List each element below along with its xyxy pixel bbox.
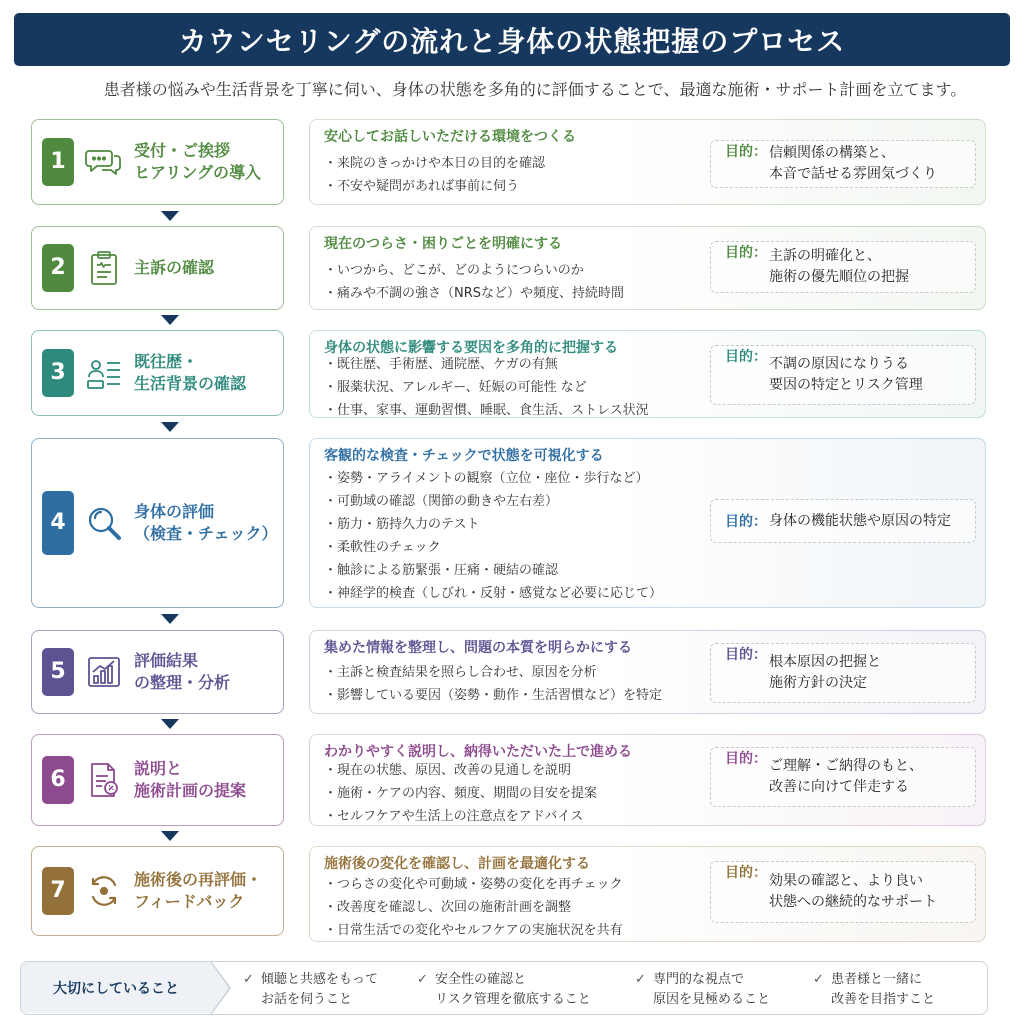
detail-heading: わかりやすく説明し、納得いただいた上で進める xyxy=(324,744,632,760)
purpose-label: 目的： xyxy=(725,514,767,530)
step-title: 受付・ご挨拶 ヒアリングの導入 xyxy=(134,140,262,182)
bullet-item: ・ 仕事、家事、運動習慣、睡眠、食生活、ストレス状況 xyxy=(324,399,649,422)
page-title: カウンセリングの流れと身体の状態把握のプロセス xyxy=(178,24,846,58)
purpose-label: 目的： xyxy=(725,865,767,881)
magnifier-icon xyxy=(84,503,124,543)
flow-arrow-down-icon xyxy=(161,211,179,221)
step-title: 主訴の確認 xyxy=(134,257,215,277)
check-icon: ✓ xyxy=(243,972,254,987)
bullet-item: ・ 服薬状況、アレルギー、妊娠の可能性 など xyxy=(324,376,649,399)
step-title: 評価結果 の整理・分析 xyxy=(134,650,231,692)
footer-value-text: 安全性の確認と リスク管理を徹底すること xyxy=(435,972,591,1007)
step-card-3 xyxy=(31,330,284,416)
step-detail-1 xyxy=(309,119,986,205)
document-pen-icon xyxy=(84,760,124,800)
purpose-box xyxy=(710,643,976,703)
bar-chart-icon xyxy=(84,652,124,692)
detail-heading: 身体の状態に影響する要因を多角的に把握する xyxy=(324,340,618,356)
footer-value-item xyxy=(635,970,770,1010)
bullet-item: ・ 触診による筋緊張・圧痛・硬結の確認 xyxy=(324,559,662,582)
bullet-item: ・ 柔軟性のチェック xyxy=(324,536,662,559)
purpose-text: 不調の原因になりうる 要因の特定とリスク管理 xyxy=(769,356,923,393)
check-icon: ✓ xyxy=(635,972,646,987)
detail-heading: 現在のつらさ・困りごとを明確にする xyxy=(324,236,562,252)
bullet-item: ・ 日常生活での変化やセルフケアの実施状況を共有 xyxy=(324,919,623,942)
bullet-item: ・ セルフケアや生活上の注意点をアドバイス xyxy=(324,805,597,828)
purpose-box xyxy=(710,241,976,293)
purpose-text: 効果の確認と、より良い 状態への継続的なサポート xyxy=(769,873,937,910)
purpose-label: 目的： xyxy=(725,647,767,663)
purpose-box xyxy=(710,861,976,923)
step-card-6 xyxy=(31,734,284,826)
purpose-label: 目的： xyxy=(725,751,767,767)
detail-bullets xyxy=(324,873,623,942)
step-number-badge: 4 xyxy=(42,491,74,555)
step-card-4 xyxy=(31,438,284,608)
footer-value-item xyxy=(417,970,591,1010)
purpose-text: 信頼関係の構築と、 本音で話せる雰囲気づくり xyxy=(769,145,937,182)
profile-list-icon xyxy=(84,353,124,393)
step-number-badge: 5 xyxy=(42,648,74,696)
footer-label: 大切にしていること xyxy=(21,962,211,1013)
detail-bullets xyxy=(324,152,545,198)
step-detail-3 xyxy=(309,330,986,418)
step-title: 施術後の再評価・ フィードバック xyxy=(134,869,263,911)
flow-arrow-down-icon xyxy=(161,719,179,729)
detail-heading: 集めた情報を整理し、問題の本質を明らかにする xyxy=(324,640,632,656)
step-title: 既往歴・ 生活背景の確認 xyxy=(134,351,247,393)
purpose-label: 目的： xyxy=(725,349,767,365)
step-detail-7 xyxy=(309,846,986,942)
step-title: 説明と 施術計画の提案 xyxy=(134,758,247,800)
bullet-item: ・ 筋力・筋持久力のテスト xyxy=(324,513,662,536)
check-icon: ✓ xyxy=(813,972,824,987)
footer-value-text: 傾聴と共感をもって お話を伺うこと xyxy=(261,972,379,1007)
clipboard-icon xyxy=(84,248,124,288)
purpose-label: 目的： xyxy=(725,144,767,160)
bullet-item: ・ 神経学的検査（しびれ・反射・感覚など必要に応じて） xyxy=(324,582,662,605)
step-number-badge: 1 xyxy=(42,138,74,186)
purpose-text: 根本原因の把握と 施術方針の決定 xyxy=(769,654,881,691)
detail-bullets xyxy=(324,259,624,305)
flow-arrow-down-icon xyxy=(161,315,179,325)
flow-arrow-down-icon xyxy=(161,422,179,432)
flow-arrow-down-icon xyxy=(161,614,179,624)
step-detail-2 xyxy=(309,226,986,310)
step-number-badge: 7 xyxy=(42,867,74,915)
step-title: 身体の評価 （検査・チェック） xyxy=(134,501,278,543)
bullet-item: ・ つらさの変化や可動域・姿勢の変化を再チェック xyxy=(324,873,623,896)
detail-heading: 施術後の変化を確認し、計画を最適化する xyxy=(324,856,590,872)
purpose-text: 身体の機能状態や原因の特定 xyxy=(769,512,951,529)
bullet-item: ・ いつから、どこが、どのようにつらいのか xyxy=(324,259,624,282)
step-card-1 xyxy=(31,119,284,205)
page-subtitle: 患者様の悩みや生活背景を丁寧に伺い、身体の状態を多角的に評価することで、最適な施術・サポート計画を立てます。 xyxy=(103,80,967,99)
bullet-item: ・ 既往歴、手術歴、通院歴、ケガの有無 xyxy=(324,353,649,376)
detail-heading: 客観的な検査・チェックで状態を可視化する xyxy=(324,448,604,464)
purpose-box xyxy=(710,345,976,405)
bullet-item: ・ 来院のきっかけや本日の目的を確認 xyxy=(324,152,545,175)
detail-bullets xyxy=(324,661,662,707)
bullet-item: ・ 可動域の確認（関節の動きや左右差） xyxy=(324,490,662,513)
bullet-item: ・ 痛みや不調の強さ（NRSなど）や頻度、持続時間 xyxy=(324,282,624,305)
step-card-2 xyxy=(31,226,284,310)
footer-value-text: 患者様と一緒に 改善を目指すこと xyxy=(831,972,936,1007)
purpose-text: ご理解・ご納得のもと、 改善に向けて伴走する xyxy=(769,758,923,795)
detail-heading: 安心してお話しいただける環境をつくる xyxy=(324,129,576,145)
bullet-item: ・ 不安や疑問があれば事前に伺う xyxy=(324,175,545,198)
title-banner xyxy=(14,13,1010,66)
step-number-badge: 6 xyxy=(42,756,74,804)
step-number-badge: 2 xyxy=(42,244,74,292)
footer-value-item xyxy=(243,970,378,1010)
purpose-text: 主訴の明確化と、 施術の優先順位の把握 xyxy=(769,248,909,285)
purpose-box xyxy=(710,499,976,543)
bullet-item: ・ 改善度を確認し、次回の施術計画を調整 xyxy=(324,896,623,919)
step-number-badge: 3 xyxy=(42,349,74,397)
footer-value-item xyxy=(813,970,935,1010)
purpose-box xyxy=(710,747,976,807)
bullet-item: ・ 主訴と検査結果を照らし合わせ、原因を分析 xyxy=(324,661,662,684)
step-card-7 xyxy=(31,846,284,936)
step-card-5 xyxy=(31,630,284,714)
bullet-item: ・ 現在の状態、原因、改善の見通しを説明 xyxy=(324,759,597,782)
bullet-item: ・ 施術・ケアの内容、頻度、期間の目安を提案 xyxy=(324,782,597,805)
values-footer xyxy=(20,961,988,1015)
detail-bullets xyxy=(324,467,662,605)
purpose-label: 目的： xyxy=(725,245,767,261)
detail-bullets xyxy=(324,353,649,422)
chat-bubbles-icon xyxy=(84,142,124,182)
purpose-box xyxy=(710,140,976,188)
flow-arrow-down-icon xyxy=(161,831,179,841)
footer-value-text: 専門的な視点で 原因を見極めること xyxy=(653,972,771,1007)
step-detail-5 xyxy=(309,630,986,714)
bullet-item: ・ 影響している要因（姿勢・動作・生活習慣など）を特定 xyxy=(324,684,662,707)
check-icon: ✓ xyxy=(417,972,428,987)
detail-bullets xyxy=(324,759,597,828)
step-detail-6 xyxy=(309,734,986,826)
bullet-item: ・ 姿勢・アライメントの観察（立位・座位・歩行など） xyxy=(324,467,662,490)
step-detail-4 xyxy=(309,438,986,608)
refresh-cycle-icon xyxy=(84,871,124,911)
